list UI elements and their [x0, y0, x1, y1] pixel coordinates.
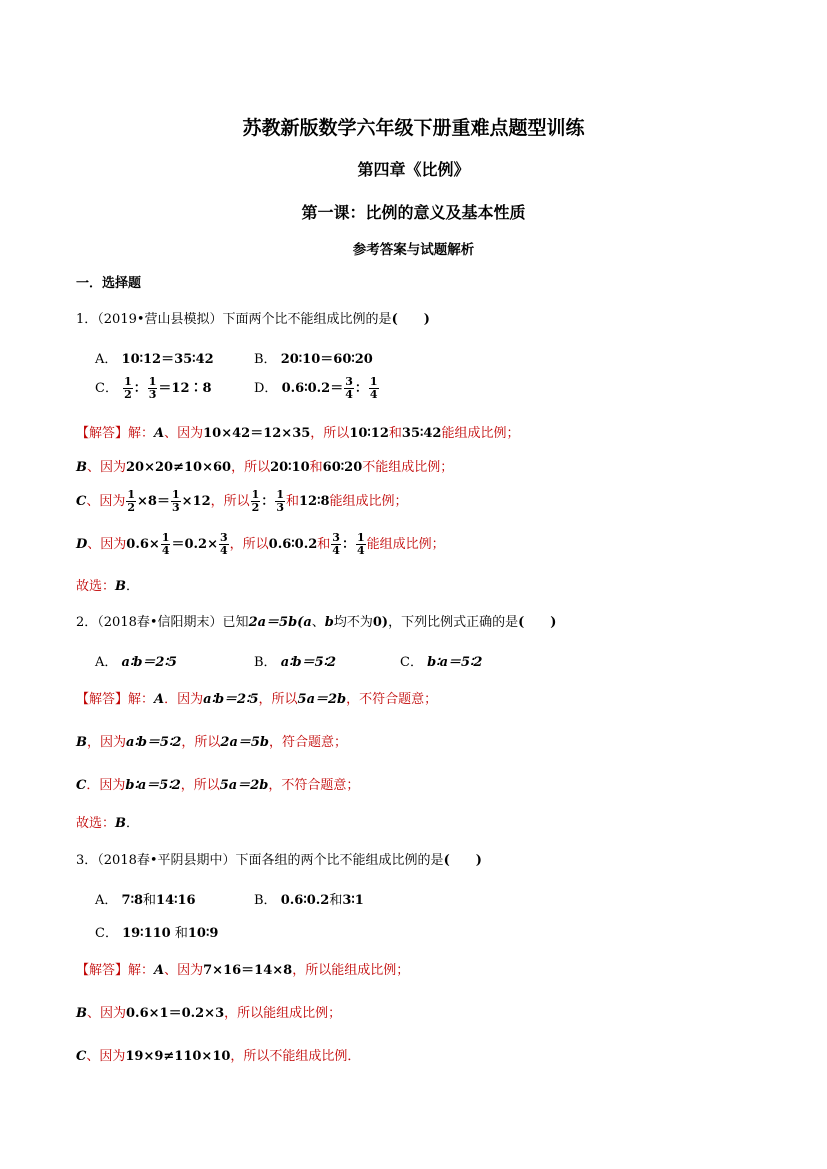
- option-label: C．: [95, 381, 118, 396]
- q2-answer-line-b: [76, 731, 347, 750]
- q2-option-c: [400, 651, 482, 670]
- q3-option-a: [95, 889, 196, 908]
- math: 10∶12: [349, 426, 389, 441]
- q2-option-b: [254, 651, 336, 670]
- answer-label: B: [76, 735, 87, 750]
- text: ，下列比例式正确的是: [388, 615, 519, 630]
- text: ，所以: [310, 426, 350, 441]
- q1-answer-blank: ( ): [391, 312, 430, 327]
- option-expression: a∶b＝5∶2: [280, 655, 337, 670]
- answer-label: A: [154, 963, 165, 978]
- q3-answer-line-c: [76, 1045, 360, 1064]
- colon: ：: [354, 381, 368, 396]
- answer-label: D: [76, 537, 88, 552]
- option-label: C．: [95, 926, 118, 941]
- q3-source: （2018春•平阴县期中）: [97, 853, 236, 868]
- q1-option-b: [254, 348, 373, 367]
- math: 3∶1: [342, 893, 364, 908]
- q3-option-b: [254, 889, 364, 908]
- q3-number: 3．: [76, 853, 98, 868]
- option-label: B．: [254, 893, 277, 908]
- answer-tag: 【解答】: [76, 692, 129, 707]
- text: 均不为: [333, 615, 373, 630]
- text: ．因为: [86, 778, 126, 793]
- math: 19∶110: [122, 926, 171, 941]
- option-label: A．: [95, 893, 118, 908]
- math: 7∶8: [121, 893, 144, 908]
- chosen-answer: B: [115, 816, 127, 831]
- answer-label: C: [76, 494, 87, 509]
- text: ，符合题意；: [269, 735, 348, 750]
- math: 19×9≠110×10: [125, 1049, 231, 1064]
- text: 和: [309, 460, 323, 475]
- fraction-one-half: $\frac{1}{2}$: [124, 375, 132, 401]
- option-expression: 0.6∶0.2＝: [281, 381, 344, 396]
- q3-answer-line-a: [76, 959, 409, 978]
- math: 35∶42: [401, 426, 442, 441]
- q2-option-a: [95, 651, 177, 670]
- fraction-one-third: $\frac{1}{3}$: [276, 488, 284, 514]
- q2-answer-line-c: [76, 774, 359, 793]
- text: ，因为: [87, 735, 127, 750]
- math: 20∶10: [270, 460, 310, 475]
- text: ．: [126, 579, 140, 594]
- q1-answer-line-d: [76, 532, 445, 557]
- math: 12∶8: [298, 494, 330, 509]
- q1-answer-line-a: [76, 422, 520, 441]
- text: 和: [317, 537, 331, 552]
- math: b: [324, 615, 334, 630]
- q1-source: （2019•营山县模拟）: [97, 312, 223, 327]
- text: 和: [174, 926, 188, 941]
- text: 和: [143, 893, 157, 908]
- text: 和: [329, 893, 343, 908]
- option-label: C．: [400, 655, 423, 670]
- answer-tag: 【解答】: [76, 963, 129, 978]
- answer-label: A: [154, 426, 165, 441]
- math: 2a＝5b(a: [248, 615, 312, 630]
- option-label: B．: [254, 655, 277, 670]
- question-1-stem: [76, 308, 430, 327]
- math: 5a＝2b: [219, 778, 269, 793]
- q1-answer-line-b: [76, 456, 453, 475]
- text: 、因为: [87, 537, 127, 552]
- text: ，所以: [180, 778, 220, 793]
- math: 0.6×: [126, 537, 160, 552]
- math: ×8＝: [137, 494, 170, 509]
- fraction-one-quarter: $\frac{1}{4}$: [369, 375, 378, 401]
- text: 能组成比例；: [329, 494, 408, 509]
- math: 0.6∶0.2: [280, 893, 330, 908]
- text: ，不符合题意；: [268, 778, 360, 793]
- math: 0.6∶0.2: [268, 537, 318, 552]
- chapter-title: 第四章《比例》: [357, 160, 470, 179]
- answer-jie: 解：: [128, 692, 155, 707]
- fraction-three-quarters: $\frac{3}{4}$: [332, 531, 340, 557]
- option-expression: 10∶12＝35∶42: [121, 352, 214, 367]
- text: ，所以: [231, 460, 271, 475]
- math: ×12: [181, 494, 211, 509]
- option-label: A．: [95, 352, 118, 367]
- text: 能组成比例；: [366, 537, 445, 552]
- text: 、因为: [164, 963, 204, 978]
- answer-label: B: [76, 460, 87, 475]
- fraction-one-third: $\frac{1}{3}$: [148, 375, 157, 401]
- text: ，所以不能组成比例．: [230, 1049, 361, 1064]
- answer-label: C: [76, 778, 87, 793]
- question-3-stem: [76, 849, 482, 868]
- lesson-title: 第一课：比例的意义及基本性质: [301, 203, 526, 222]
- text: ，所以能组成比例；: [292, 963, 410, 978]
- math: 60∶20: [322, 460, 363, 475]
- q2-answer-blank: ( ): [518, 615, 557, 630]
- text: 、因为: [86, 1049, 126, 1064]
- math: ＝0.2×: [171, 537, 218, 552]
- fraction-one-quarter: $\frac{1}{4}$: [161, 531, 170, 557]
- text: ，所以能组成比例；: [224, 1006, 342, 1021]
- q1-text: 下面两个比不能组成比例的是: [222, 312, 392, 327]
- fraction-one-half: $\frac{1}{2}$: [251, 488, 260, 514]
- answer-label: B: [76, 1006, 87, 1021]
- math: 0): [372, 615, 389, 630]
- text: ，所以: [229, 537, 269, 552]
- answer-label: C: [76, 1049, 87, 1064]
- option-expression: 20∶10＝60∶20: [280, 352, 373, 367]
- math: 7×16＝14×8: [203, 963, 293, 978]
- q3-answer-blank: ( ): [443, 853, 482, 868]
- q2-number: 2．: [76, 615, 98, 630]
- text: 故选：: [76, 816, 116, 831]
- option-label: B．: [254, 352, 277, 367]
- q1-option-d: [254, 376, 380, 401]
- answer-jie: 解：: [128, 426, 155, 441]
- option-expression: a∶b＝2∶5: [121, 655, 177, 670]
- text: 、: [311, 615, 325, 630]
- chosen-answer: B: [115, 579, 127, 594]
- text: ，所以: [181, 735, 221, 750]
- fraction-one-quarter: $\frac{1}{4}$: [356, 531, 365, 557]
- answer-jie: 解：: [128, 963, 155, 978]
- question-2-stem: [76, 611, 556, 630]
- math: b∶a＝5∶2: [125, 778, 181, 793]
- fraction-three-quarters: $\frac{3}{4}$: [345, 375, 353, 401]
- math: 10×42＝12×35: [203, 426, 311, 441]
- q3-text: 下面各组的两个比不能组成比例的是: [235, 853, 444, 868]
- math: 2a＝5b: [220, 735, 270, 750]
- text: ．因为: [164, 692, 204, 707]
- text: 和: [285, 494, 299, 509]
- section-heading: 一．选择题: [76, 276, 142, 291]
- fraction-one-half: $\frac{1}{2}$: [127, 488, 136, 514]
- text: ，所以: [210, 494, 250, 509]
- answer-label: A: [154, 692, 165, 707]
- answer-tag: 【解答】: [76, 426, 129, 441]
- option-expression: ＝12∶8: [158, 381, 212, 396]
- math: 20×20≠10×60: [126, 460, 232, 475]
- fraction-one-third: $\frac{1}{3}$: [171, 488, 180, 514]
- text: 、因为: [87, 460, 127, 475]
- text: 故选：: [76, 579, 116, 594]
- q3-answer-line-b: [76, 1002, 341, 1021]
- q2-answer-line-a: [76, 688, 437, 707]
- math: a∶b＝2∶5: [203, 692, 259, 707]
- q1-option-a: [95, 348, 214, 367]
- q2-source: （2018春•信阳期末）: [97, 615, 223, 630]
- option-label: D．: [254, 381, 278, 396]
- option-label: A．: [95, 655, 118, 670]
- option-expression: b∶a＝5∶2: [427, 655, 483, 670]
- document-title: 苏教新版数学六年级下册重难点题型训练: [242, 117, 585, 139]
- text: ，所以: [258, 692, 298, 707]
- q1-option-c: [95, 376, 212, 401]
- math: 10∶9: [187, 926, 219, 941]
- colon: ：: [133, 381, 147, 396]
- q3-option-c: [95, 922, 218, 941]
- text: 不能组成比例；: [362, 460, 454, 475]
- text: ．: [126, 816, 140, 831]
- q1-answer-line-c: [76, 489, 408, 514]
- colon: ：: [261, 494, 275, 509]
- math: 5a＝2b: [297, 692, 347, 707]
- text: 能组成比例；: [441, 426, 520, 441]
- q1-choice: [76, 575, 139, 594]
- math: a∶b＝5∶2: [126, 735, 182, 750]
- text: 、因为: [86, 494, 126, 509]
- math: 14∶16: [156, 893, 196, 908]
- q1-number: 1．: [76, 312, 98, 327]
- text: 、因为: [164, 426, 204, 441]
- q2-choice: [76, 812, 139, 831]
- answer-subtitle: 参考答案与试题解析: [352, 242, 475, 258]
- fraction-three-quarters: $\frac{3}{4}$: [219, 531, 228, 557]
- text: 、因为: [87, 1006, 127, 1021]
- text: 和: [388, 426, 402, 441]
- text: ，不符合题意；: [346, 692, 438, 707]
- colon: ：: [341, 537, 355, 552]
- math: 0.6×1＝0.2×3: [126, 1006, 225, 1021]
- text: 已知: [222, 615, 249, 630]
